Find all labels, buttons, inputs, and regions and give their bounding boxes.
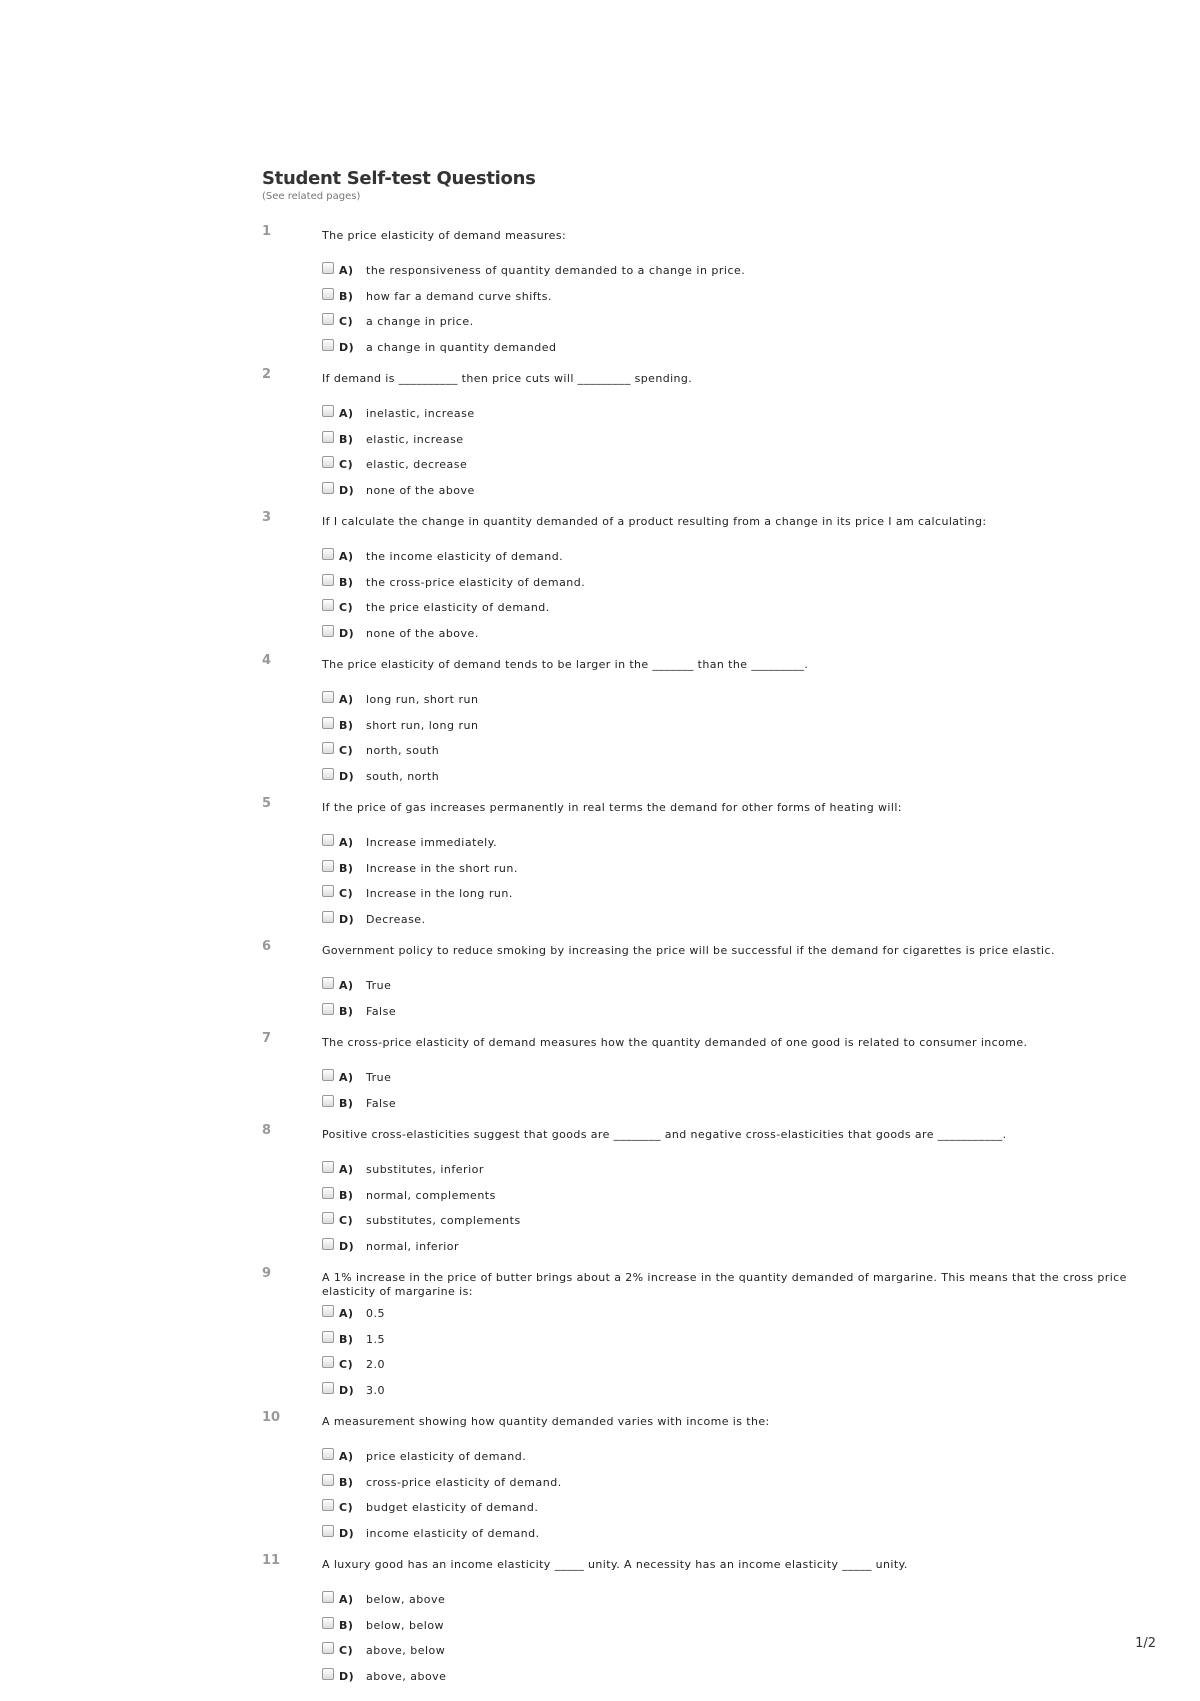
answer-option[interactable] (322, 284, 1142, 310)
option-letter: B) (339, 1188, 354, 1202)
answer-options (322, 973, 1142, 1024)
option-text: above, below (366, 1644, 446, 1658)
answer-option[interactable] (322, 999, 1142, 1025)
answer-option[interactable] (322, 764, 1142, 790)
answer-options (322, 1301, 1142, 1403)
option-text: none of the above (366, 483, 475, 497)
option-text: 3.0 (366, 1383, 385, 1397)
option-text: income elasticity of demand. (366, 1526, 540, 1540)
answer-option[interactable] (322, 1183, 1142, 1209)
option-letter: A) (339, 264, 354, 278)
question-item (262, 1410, 1142, 1546)
answer-option[interactable] (322, 427, 1142, 453)
question-number: 6 (262, 939, 272, 954)
answer-checkbox[interactable] (322, 1095, 334, 1107)
answer-checkbox[interactable] (322, 1238, 334, 1250)
answer-option[interactable] (322, 401, 1142, 427)
option-letter: D) (339, 340, 355, 354)
option-letter: D) (339, 1239, 355, 1253)
answer-checkbox[interactable] (322, 1591, 334, 1603)
option-letter: B) (339, 861, 354, 875)
answer-checkbox[interactable] (322, 1187, 334, 1199)
option-letter: B) (339, 1096, 354, 1110)
page-subtitle: (See related pages) (262, 191, 361, 202)
option-letter: D) (339, 912, 355, 926)
option-text: True (366, 979, 392, 993)
option-text: a change in quantity demanded (366, 340, 557, 354)
option-letter: C) (339, 1358, 354, 1372)
question-text: The price elasticity of demand tends to be larger in the _______ than the _________. (322, 658, 809, 671)
option-letter: A) (339, 1593, 354, 1607)
option-text: False (366, 1096, 397, 1110)
answer-option[interactable] (322, 973, 1142, 999)
answer-checkbox[interactable] (322, 482, 334, 494)
answer-option[interactable] (322, 1352, 1142, 1378)
answer-checkbox[interactable] (322, 1642, 334, 1654)
option-letter: A) (339, 836, 354, 850)
question-text: A measurement showing how quantity demanded varies with income is the: (322, 1415, 770, 1428)
answer-checkbox[interactable] (322, 911, 334, 923)
question-text: Government policy to reduce smoking by increasing the price will be successful if the demand for cigarettes is price elastic. (322, 944, 1055, 957)
question-number: 11 (262, 1553, 281, 1568)
answer-option[interactable] (322, 1495, 1142, 1521)
question-item (262, 367, 1142, 503)
answer-option[interactable] (322, 258, 1142, 284)
option-text: inelastic, increase (366, 407, 475, 421)
question-number: 1 (262, 224, 272, 239)
answer-checkbox[interactable] (322, 599, 334, 611)
option-text: how far a demand curve shifts. (366, 289, 553, 303)
option-text: normal, complements (366, 1188, 496, 1202)
answer-checkbox[interactable] (322, 405, 334, 417)
answer-checkbox[interactable] (322, 625, 334, 637)
answer-options (322, 687, 1142, 789)
answer-option[interactable] (322, 621, 1142, 647)
option-letter: D) (339, 1669, 355, 1683)
answer-checkbox[interactable] (322, 977, 334, 989)
option-letter: D) (339, 769, 355, 783)
option-text: none of the above. (366, 626, 479, 640)
answer-option[interactable] (322, 881, 1142, 907)
answer-options (322, 401, 1142, 503)
answer-option[interactable] (322, 1208, 1142, 1234)
answer-checkbox[interactable] (322, 1356, 334, 1368)
question-number: 2 (262, 367, 272, 382)
option-text: budget elasticity of demand. (366, 1501, 539, 1515)
question-item (262, 1553, 1142, 1689)
option-text: 0.5 (366, 1307, 385, 1321)
answer-checkbox[interactable] (322, 717, 334, 729)
answer-checkbox[interactable] (322, 768, 334, 780)
option-text: Increase in the long run. (366, 887, 513, 901)
option-text: above, above (366, 1669, 447, 1683)
question-text: If the price of gas increases permanently in real terms the demand for other forms of heating will: (322, 801, 902, 814)
option-text: 2.0 (366, 1358, 385, 1372)
answer-checkbox[interactable] (322, 1069, 334, 1081)
answer-options (322, 1587, 1142, 1689)
option-text: south, north (366, 769, 440, 783)
answer-option[interactable] (322, 1378, 1142, 1404)
answer-checkbox[interactable] (322, 1474, 334, 1486)
answer-checkbox[interactable] (322, 1525, 334, 1537)
option-text: elastic, increase (366, 432, 464, 446)
question-text: If demand is __________ then price cuts will _________ spending. (322, 372, 693, 385)
question-item (262, 796, 1142, 932)
option-text: north, south (366, 744, 440, 758)
question-list (262, 224, 1142, 1689)
option-text: 1.5 (366, 1332, 385, 1346)
option-text: long run, short run (366, 693, 479, 707)
answer-option[interactable] (322, 907, 1142, 933)
answer-checkbox[interactable] (322, 1003, 334, 1015)
answer-option[interactable] (322, 1091, 1142, 1117)
option-letter: D) (339, 1383, 355, 1397)
option-letter: A) (339, 979, 354, 993)
answer-checkbox[interactable] (322, 1448, 334, 1460)
answer-option[interactable] (322, 1234, 1142, 1260)
answer-options (322, 830, 1142, 932)
option-text: Increase in the short run. (366, 861, 518, 875)
answer-checkbox[interactable] (322, 262, 334, 274)
answer-checkbox[interactable] (322, 1617, 334, 1629)
page-title: Student Self-test Questions (262, 168, 536, 189)
question-item (262, 1031, 1142, 1116)
answer-checkbox[interactable] (322, 456, 334, 468)
answer-option[interactable] (322, 478, 1142, 504)
option-text: True (366, 1071, 392, 1085)
answer-checkbox[interactable] (322, 1212, 334, 1224)
answer-option[interactable] (322, 687, 1142, 713)
option-text: substitutes, complements (366, 1214, 521, 1228)
answer-checkbox[interactable] (322, 313, 334, 325)
question-item (262, 1123, 1142, 1259)
question-number: 7 (262, 1031, 272, 1046)
answer-option[interactable] (322, 1664, 1142, 1690)
answer-checkbox[interactable] (322, 1305, 334, 1317)
question-number: 4 (262, 653, 272, 668)
question-item (262, 939, 1142, 1024)
answer-option[interactable] (322, 1587, 1142, 1613)
answer-option[interactable] (322, 1157, 1142, 1183)
answer-checkbox[interactable] (322, 691, 334, 703)
question-text: Positive cross-elasticities suggest that goods are ________ and negative cross-elasticities that goods are ___________. (322, 1128, 1007, 1141)
option-letter: A) (339, 1163, 354, 1177)
option-letter: C) (339, 601, 354, 615)
option-text: the responsiveness of quantity demanded to a change in price. (366, 264, 746, 278)
question-item (262, 510, 1142, 646)
option-text: substitutes, inferior (366, 1163, 484, 1177)
answer-option[interactable] (322, 1470, 1142, 1496)
option-letter: A) (339, 1307, 354, 1321)
answer-option[interactable] (322, 335, 1142, 361)
answer-options (322, 544, 1142, 646)
option-letter: A) (339, 1071, 354, 1085)
option-letter: C) (339, 1501, 354, 1515)
answer-option[interactable] (322, 1444, 1142, 1470)
answer-option[interactable] (322, 1613, 1142, 1639)
question-text: The cross-price elasticity of demand measures how the quantity demanded of one good is related to consumer income. (322, 1036, 1028, 1049)
option-text: cross-price elasticity of demand. (366, 1475, 562, 1489)
question-item (262, 653, 1142, 789)
option-letter: B) (339, 1332, 354, 1346)
answer-option[interactable] (322, 309, 1142, 335)
option-text: Increase immediately. (366, 836, 498, 850)
option-letter: C) (339, 458, 354, 472)
option-text: short run, long run (366, 718, 479, 732)
answer-checkbox[interactable] (322, 860, 334, 872)
option-letter: C) (339, 1644, 354, 1658)
option-text: below, below (366, 1618, 445, 1632)
question-text: The price elasticity of demand measures: (322, 229, 567, 242)
answer-checkbox[interactable] (322, 574, 334, 586)
answer-option[interactable] (322, 1638, 1142, 1664)
answer-checkbox[interactable] (322, 431, 334, 443)
option-letter: C) (339, 744, 354, 758)
question-text: A luxury good has an income elasticity _____ unity. A necessity has an income elasticity _____ unity. (322, 1558, 908, 1571)
option-text: elastic, decrease (366, 458, 468, 472)
answer-option[interactable] (322, 1065, 1142, 1091)
option-text: normal, inferior (366, 1239, 460, 1253)
answer-checkbox[interactable] (322, 288, 334, 300)
answer-checkbox[interactable] (322, 1331, 334, 1343)
option-letter: B) (339, 718, 354, 732)
option-letter: A) (339, 1450, 354, 1464)
answer-checkbox[interactable] (322, 1499, 334, 1511)
question-number: 5 (262, 796, 272, 811)
answer-options (322, 1065, 1142, 1116)
answer-option[interactable] (322, 570, 1142, 596)
answer-option[interactable] (322, 830, 1142, 856)
option-text: below, above (366, 1593, 446, 1607)
option-letter: B) (339, 289, 354, 303)
option-text: Decrease. (366, 912, 426, 926)
page-content (262, 168, 1142, 1701)
question-item (262, 224, 1142, 360)
answer-option[interactable] (322, 595, 1142, 621)
answer-checkbox[interactable] (322, 548, 334, 560)
option-letter: B) (339, 432, 354, 446)
option-letter: D) (339, 626, 355, 640)
answer-option[interactable] (322, 452, 1142, 478)
answer-checkbox[interactable] (322, 1668, 334, 1680)
option-letter: A) (339, 693, 354, 707)
answer-option[interactable] (322, 738, 1142, 764)
question-number: 10 (262, 1410, 281, 1425)
option-letter: C) (339, 887, 354, 901)
answer-checkbox[interactable] (322, 834, 334, 846)
option-letter: A) (339, 550, 354, 564)
answer-options (322, 258, 1142, 360)
answer-option[interactable] (322, 1521, 1142, 1547)
question-number: 9 (262, 1266, 272, 1281)
page-number: 1/2 (1135, 1636, 1156, 1651)
option-text: a change in price. (366, 315, 474, 329)
option-letter: D) (339, 483, 355, 497)
answer-checkbox[interactable] (322, 1161, 334, 1173)
answer-option[interactable] (322, 544, 1142, 570)
option-letter: B) (339, 1004, 354, 1018)
answer-checkbox[interactable] (322, 1382, 334, 1394)
option-text: the cross-price elasticity of demand. (366, 575, 586, 589)
answer-option[interactable] (322, 1301, 1142, 1327)
option-letter: B) (339, 1618, 354, 1632)
option-letter: D) (339, 1526, 355, 1540)
answer-option[interactable] (322, 1327, 1142, 1353)
option-text: the income elasticity of demand. (366, 550, 564, 564)
option-text: price elasticity of demand. (366, 1450, 527, 1464)
answer-checkbox[interactable] (322, 885, 334, 897)
question-number: 3 (262, 510, 272, 525)
option-text: False (366, 1004, 397, 1018)
option-letter: C) (339, 315, 354, 329)
option-letter: C) (339, 1214, 354, 1228)
question-text: A 1% increase in the price of butter brings about a 2% increase in the quantity demanded of margarine. This means that the cross price elasticity of margarine is: (322, 1271, 1127, 1298)
option-letter: B) (339, 1475, 354, 1489)
answer-option[interactable] (322, 713, 1142, 739)
option-letter: A) (339, 407, 354, 421)
question-text: If I calculate the change in quantity demanded of a product resulting from a change in its price I am calculating: (322, 515, 987, 528)
answer-options (322, 1444, 1142, 1546)
question-item (262, 1266, 1142, 1403)
option-letter: B) (339, 575, 354, 589)
question-number: 8 (262, 1123, 272, 1138)
option-text: the price elasticity of demand. (366, 601, 550, 615)
answer-option[interactable] (322, 856, 1142, 882)
answer-checkbox[interactable] (322, 339, 334, 351)
answer-options (322, 1157, 1142, 1259)
answer-checkbox[interactable] (322, 742, 334, 754)
